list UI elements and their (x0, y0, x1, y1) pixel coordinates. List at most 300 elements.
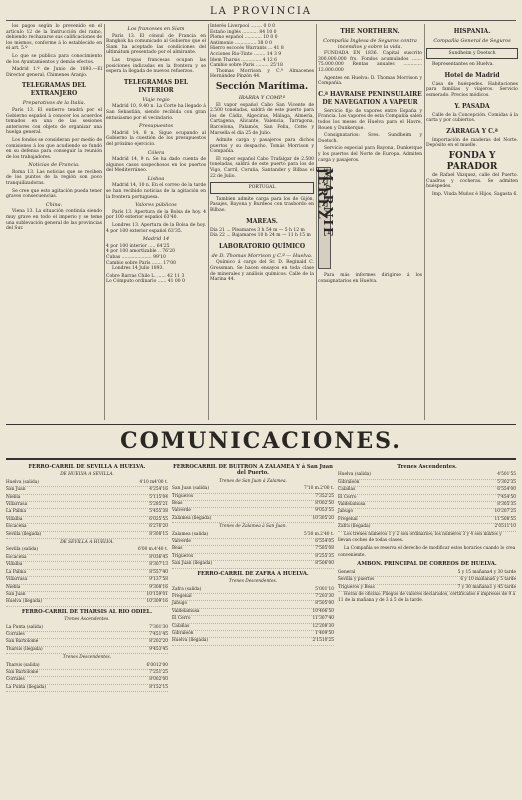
timetable-cell: 7'45 (497, 494, 507, 500)
article-text: Madrid 14, 8 n. Sigue ocupando al Gobierno la cuestión de los presupuestos del próximo ejercicio. (106, 130, 206, 147)
hispania-heading: HISPANIA. (453, 28, 491, 35)
railway-heading: FERRO-CARRIL DE ZAFRA A HUELVA. (197, 570, 309, 577)
subheading: Madrid 14 (142, 236, 170, 243)
column-divider (424, 24, 425, 420)
timetable-cell: 5'00 (315, 586, 325, 592)
timetable-cell: Tharsis (llegada) (6, 646, 43, 652)
timetable-cell: 5 y 15 mañana (457, 569, 490, 575)
timetable-cell: 7'25 (506, 509, 516, 515)
timetable-cell: 2'50 (324, 501, 334, 507)
timetable-row (172, 486, 334, 493)
article-text: Madrid 14, 10 n. En el correo de la tarde se han recibido noticias de la agitación en la frontera portuguesa. (106, 183, 206, 200)
timetable-cell: 8'50 (315, 561, 325, 567)
rate-line: 4 por 100 amortizable .. 76'20 (106, 249, 175, 255)
article-text: Madrid 14, 9 n. Se ha dado cuenta de algunos casos sospechosos en los puertos del Mediterráneo. (106, 157, 206, 174)
rate-line: Cambio sobre París ......... 25'18 (210, 63, 283, 69)
article-text: Viena 13. La situación continúa siendo muy grave en todo el imperio y se teme una sublevación general de las provincias del Sur. (6, 209, 102, 232)
rate-line: Estaño inglés ........... 84 10 0 (210, 29, 277, 35)
timetable-row (338, 570, 516, 577)
timetable-cell: La Palma (6, 569, 27, 575)
timetable-cell: 8'00 (149, 677, 159, 683)
timetable-row (338, 509, 516, 516)
timetable-cell: 7'58 (158, 577, 168, 583)
timetable-cell: Sevilla (llegada) (6, 531, 42, 537)
timetable-cell: 4'05 (324, 539, 334, 545)
timetable-row (6, 577, 168, 584)
subheading: Los franceses en Siam (127, 26, 185, 32)
havraise-heading: C.ª HAVRAISE PENINSULAIRE DE NAVEGATION A VAPEUR (318, 90, 422, 106)
timetable-row (6, 532, 168, 539)
timetable-cell: 5'30 m. (303, 531, 321, 537)
timetable-row (172, 494, 334, 501)
column-2 (106, 24, 206, 420)
timetable-cell: 7'13 (158, 562, 168, 568)
article-text: París 13. El cónsul de Francia en Bangkok ha comunicado al Gobierno que el Siam ha aceptado las condiciones del ultimátum presentado por el almirante. (106, 33, 206, 56)
timetable-cell: Beas (172, 546, 183, 552)
timetable-cell: 10'30 (312, 515, 325, 521)
timetable-cell: Fregenal (172, 593, 192, 599)
timetable-cell: 6'20 (158, 524, 168, 530)
laboratory-heading: LABORATORIO QUÍMICO (218, 242, 306, 250)
timetable-row (6, 547, 168, 554)
timetable-cell: 6'00 m. (137, 547, 155, 553)
railway-subheading: DE SEVILLA A HUELVA. (60, 540, 114, 546)
timetable-cell: Jabugo (338, 509, 354, 515)
rate-line: Cobre Barras Chile L. ...... 42 11 3 (106, 273, 185, 279)
timetable-row (6, 592, 168, 599)
ad-heading: ZÁRRAGA Y C.ª (446, 127, 498, 135)
timetable-cell: 2'05 (494, 524, 504, 530)
timetable-cell: Zafra (llegada) (338, 524, 371, 530)
timetable-cell: 6 y 5 tarde (492, 577, 516, 583)
timetable-row (6, 670, 168, 677)
timetable-cell: Jabugo (172, 601, 188, 607)
subheading: de D. Thomas Morrison y C.ª — Huelva. (211, 252, 313, 259)
timetable-row (6, 663, 168, 670)
telegrams-domestic-heading: TELEGRAMAS DEL INTERIOR (123, 78, 189, 94)
timetable-cell: 8'55 (506, 516, 516, 522)
subheading: Compañía General de Seguros (433, 38, 511, 44)
timetable-cell: 8'16 (158, 584, 168, 590)
timetable-cell: 3'30 (324, 593, 334, 599)
timetable-cell: 2'20 (158, 639, 168, 645)
timetable-cell: Niebla (6, 494, 21, 500)
timetable-cell: 1 y 45 tarde (489, 584, 516, 590)
timetable-cell: Huelva (llegada) (172, 638, 209, 644)
timetable-row (172, 616, 334, 623)
timetable-cell: 2'15 (312, 638, 322, 644)
timetable-cell: Valverde (172, 539, 191, 545)
timetable-cell: 8'00 (315, 501, 325, 507)
timetable-row (6, 647, 168, 654)
bottle-advertisement: MARNIE JEREZ (318, 167, 331, 269)
column-divider (104, 24, 105, 420)
timetable (6, 625, 168, 655)
timetable-row (338, 472, 516, 479)
railway-subheading: Trenes Descendentes. (62, 655, 112, 661)
column-divider (208, 24, 209, 420)
timetable-cell: 9'16 (158, 599, 168, 605)
timetable-row (172, 587, 334, 594)
timetable-row (172, 554, 334, 561)
telegrams-foreign-heading: TELEGRAMAS DEL EXTRANJERO (21, 82, 87, 98)
timetable-cell: Gibraleón (338, 479, 360, 485)
timetable-cell: 7'20 (315, 593, 325, 599)
timetable-cell: Trigueros y Beas (338, 584, 375, 590)
subheading: Viaje regio (142, 96, 170, 103)
article-text: Los fondos se consideran por medio de comisiones á los que acudiendo se fundó en su defensa para conseguir la reunión de los trabajadores. (6, 137, 102, 160)
timetable-cell: 6'00 (324, 561, 334, 567)
column-5 (426, 24, 518, 420)
timetable-cell: La Punta (llegada) (6, 684, 47, 690)
timetable-cell: 8'30 (149, 531, 159, 537)
timetable-cell: 10'40 (312, 608, 325, 614)
article-text: Admite carga y pasajeros para dichos puertos y su despacho, Tomás Morrison y Compañía. (210, 138, 314, 155)
timetable-row (6, 509, 168, 516)
timetable-row (172, 631, 334, 638)
subheading: Presupuestos (138, 123, 174, 130)
timetable-row (6, 517, 168, 524)
timetable-cell: 8'30 (149, 562, 159, 568)
timetable-cell: Trigueros (172, 493, 194, 499)
timetable-row (6, 677, 168, 684)
timetable-row (6, 585, 168, 592)
timetable-row (338, 502, 516, 509)
timetable-row (6, 562, 168, 569)
rate-line: Hierro escocés Warrants ... 41 8 (210, 46, 284, 52)
timetable-cell: 6 y 10 mañana (460, 577, 493, 583)
timetable-cell: Valdelamusa (338, 502, 366, 508)
timetable-cell: 4'16 (158, 487, 168, 493)
timetable-row (6, 632, 168, 639)
column-divider (316, 24, 317, 420)
timetable-cell: 2'15 (158, 684, 168, 690)
timetable-row (172, 546, 334, 553)
article-text: FUNDADA EN 1836. Capital suscrito 300.000.000 frs. Fondos acumulados ....... 75.000.000 Rentas anuales ............. 12.000.000 (318, 51, 422, 73)
timetable (338, 570, 516, 592)
timetable-cell: 9'05 (315, 508, 325, 514)
timetable-cell: 7'10 m. (303, 486, 321, 492)
timetable-cell: Corrales (6, 631, 25, 637)
timetable-cell: Corrales (6, 677, 25, 683)
sundheim-box: Sundheim y Doetsch (426, 48, 518, 60)
article-date: Madrid 1.º de Junio de 1893.—El Director general, Chimenes Aranjo. (6, 67, 102, 78)
timetable-cell: 12'00 (155, 662, 168, 668)
timetable-cell: 3'55 (324, 508, 334, 514)
timetable-cell: 5'20 (324, 515, 334, 521)
rate-line: Lo Cómputo ordinario ...... 41 00 0 (106, 279, 185, 285)
timetable-cell: 4'00 (506, 487, 516, 493)
timetable-cell: Niebla (6, 584, 21, 590)
rate-line: Acciones Rio-Tinto ........ 14 3 9 (210, 51, 282, 57)
timetable-cell: 2'40 t. (320, 531, 334, 537)
timetable-cell: 1'30 (158, 624, 168, 630)
article-text: París 13. Apertura de la Bolsa de hoy. 4 por 100 exterior español 63'40. (106, 209, 206, 221)
article-text: Roma 13. Las noticias que se reciben de los puntos de la región son poco tranquilizadoras. (6, 169, 102, 187)
railway-column-1 (6, 462, 168, 794)
timetable-cell: 9'13 (149, 577, 159, 583)
timetable-cell: 4'25 (149, 487, 159, 493)
timetable-cell: La Punta (salida) (6, 624, 44, 630)
maritime-section-heading: Sección Marítima. (215, 81, 309, 92)
rate-line: Idem Tharsis .............. 4 12 6 (210, 57, 278, 63)
railway-heading: Trenes Ascendentes. (397, 464, 457, 470)
subheading: Valores públicos (135, 202, 177, 209)
printer-imprint: Imp. Viuda Muñoz é Hijos, Sagasta 6. (432, 191, 518, 197)
timetable (338, 472, 516, 531)
timetable-cell: 8'15 (149, 684, 159, 690)
article-text: Agentes en Huelva: D. Thomas Morrison y Compañía. (318, 75, 422, 87)
timetable-cell: 5'35 (506, 502, 516, 508)
timetable-cell: Calañas (172, 623, 190, 629)
timetable-cell: 1'10 (324, 586, 334, 592)
article-text: Químico á cargo del Sr. D. Reginald C. Grossman. Se hacen ensayos en toda clase de minerales y análisis químicos. Calle de la Marina 44. (210, 260, 314, 283)
railway-column-2 (172, 462, 334, 794)
timetable-cell: 9'30 (149, 584, 159, 590)
subheading: Compañía Inglesa de Seguros contra incendios y sobre la vida. (323, 38, 417, 50)
article-text: Casa de huéspedes. Habitaciones para familias y viajeros. Servicio esmerado. Precios módicos. (426, 81, 518, 98)
article-text: Lo que se publica para conocimiento de los Ayuntamientos y demás efectos. (6, 53, 102, 65)
timetable (172, 587, 334, 646)
railway-note: Horas de oficina: Pliegos de valores declarados, certificados é impresos de 9 á 11 de la mañana y de 3 á 5 de la tarde. (338, 591, 516, 604)
timetable-cell: 6'50 (324, 608, 334, 614)
tide-line: Día 21 ... Pleamares 3 h 54 m — 5 h 12 m (210, 227, 305, 233)
article-text: Para más informes dirigirse á los consignatarios en Huelva. (318, 273, 422, 284)
timetable-cell: 7 y 30 mañana (457, 584, 490, 590)
timetable-cell: 6'27 (149, 524, 159, 530)
timetable-cell: 9'45 (149, 646, 159, 652)
article-text: Servicio fijo de vapores entre España y Francia. Los vapores de esta Compañía salen todos los meses de Huelva para el Havre, Rouen y Dunkerque. (318, 108, 422, 131)
timetable-cell: 5'08 (324, 546, 334, 552)
article-text: Tambien admite carga para los de Gijón, Pasajes, Bayona y Burdeos con trasbordo en Bilbao. (210, 196, 314, 214)
timetable (172, 486, 334, 523)
rate-line: Cubas ..................... 99'10 (106, 255, 166, 260)
railway-heading: FERRO-CARRIL DE THARSIS AL RIO ODIEL. (21, 608, 153, 615)
timetable-cell: 3'45 (158, 646, 168, 652)
timetable-cell: 5'55 (158, 516, 168, 522)
railway-subheading: Trenes de San Juan á Zalamea. (219, 478, 287, 484)
column-4 (315, 24, 422, 420)
timetable-row (172, 594, 334, 601)
subheading: Preparativos de la Italia. (22, 100, 86, 107)
masthead: LA PROVINCIA (209, 6, 313, 17)
article-text: Se cree que esto agitación pueda tener graves consecuencias. (6, 188, 102, 200)
timetable-cell: 5'11 (149, 494, 159, 500)
timetable-cell: 7'30 (149, 624, 159, 630)
timetable-cell: 8'03 (149, 554, 159, 560)
timetable-cell: 5'45 (149, 509, 159, 515)
rate-line: Interés Liverpool ........ 0 0 0 (210, 24, 275, 29)
timetable-cell: 4'10 m (139, 479, 155, 485)
top-rule (6, 20, 516, 21)
fonda-heading: FONDA Y PARADOR (446, 150, 498, 172)
timetable-cell: 7'35 (315, 493, 325, 499)
timetable-row (172, 508, 334, 515)
railway-subheading: Trenes de Zalamea á San Juan. (219, 524, 287, 530)
timetable-cell: Fregenal (338, 516, 358, 522)
article-text: Calle de la Concepción. Comidas á la carta y por cubiertos. (426, 112, 518, 124)
column-1 (6, 24, 102, 420)
timetable-cell: Huelva (salida) (6, 479, 39, 485)
timetable-cell: 6'45 (158, 554, 168, 560)
timetable-cell: Tharsis (salida) (6, 662, 40, 668)
railway-heading: FERRO-CARRIL DE SEVILLA A HUELVA. (28, 464, 146, 470)
timetable-row (338, 480, 516, 487)
timetable-cell: 10'15 (146, 591, 159, 597)
timetable-row (172, 532, 334, 539)
article-text: Consignatarios: Sres. Sundheim y Doetsch. (318, 133, 422, 144)
timetable-cell: San Juan (salida) (172, 486, 210, 492)
timetable-row (338, 585, 516, 592)
article-text: los pagos según lo prevenido en el artículo 12 de la Instrucción del ramo, debiendo rechazarse sus calificaciones de los mismos, conforme á lo establecido en el art. 5.º (6, 24, 102, 52)
timetable-cell: 5'35 (324, 553, 334, 559)
article-text: Importación de maderas del Norte. Depósito en el muelle. (426, 137, 518, 149)
timetable-cell: San Juan (6, 487, 26, 493)
timetable-row (6, 625, 168, 632)
timetable-cell: Zalamea (llegada) (172, 515, 212, 521)
article-text: Londres 13. Apertura de la Bolsa de hoy. 4 por 100 exterior español 63'35. (106, 223, 206, 234)
timetable-cell: 7'25 (149, 669, 159, 675)
article-text: Representantes en Huelva. (432, 62, 494, 68)
article-text: Servicio especial para Bayona, Dunkerque y los puertos del Norte de Europa. Admiten carga y pasajeros. (318, 146, 422, 163)
timetable-row (6, 555, 168, 562)
timetable-cell: 12'20 (312, 623, 325, 629)
timetable (172, 532, 334, 569)
timetable-cell: 11'30 (312, 616, 325, 622)
section-rule (6, 424, 516, 425)
article-text: El vapor español Cabo Trafalgar de 2.500 toneladas, saldrá de este puerto para los de Vigo, Carril, Coruña, Santander y Bilbao el 22 de Julio. (210, 156, 314, 179)
timetable-cell: Huelva (llegada) (6, 599, 43, 605)
timetable-cell: Sevilla (salida) (6, 547, 39, 553)
timetable-cell: San Bartolomé (6, 639, 39, 645)
timetable-cell: 5'00 (324, 601, 334, 607)
timetable-row (6, 639, 168, 646)
article-text: París 13. El entierro tendrá por el Gobierno español á conocer los acuerdos tomados en una de las sesiones anteriores con objeto de organizar una huelga general. (6, 107, 102, 136)
timetable-cell: 2'35 (506, 479, 516, 485)
timetable-row (6, 495, 168, 502)
timetable-cell: El Cerro (172, 616, 191, 622)
timetable-row (6, 685, 168, 692)
northern-heading: THE NORTHERN. (340, 28, 400, 35)
timetable-row (338, 487, 516, 494)
timetable-cell: Calañas (338, 487, 356, 493)
timetable-cell: 2'25 (324, 493, 334, 499)
timetable-cell: 11'10 (503, 524, 516, 530)
article-text: El vapor español Cabo San Vicente de 2.500 toneladas, saldrá de este puerto para los de Cádiz, Algeciras, Málaga, Almería, Cartagena, Alicante, Valencia, Tarragona, Barcelona, Palamós, San Feliu, Cette y Marsella el día 25 de Julio. (210, 102, 314, 136)
column-3 (210, 24, 314, 420)
timetable-cell: 8'15 (158, 531, 168, 537)
timetable-cell: Zalamea (salida) (172, 531, 209, 537)
timetable-cell: 8'30 (324, 623, 334, 629)
subheading: Cólera (147, 149, 165, 156)
timetable-row (6, 570, 168, 577)
timetable-cell: 8'55 (149, 569, 159, 575)
timetable-cell: 6'00 (146, 662, 156, 668)
timetable-row (172, 638, 334, 645)
railway-heading: FERROCARRIL DE BUITRON A ZALAMEA Y á San Juan del Puerto. (173, 464, 333, 477)
timetable-cell: El Cerro (338, 494, 357, 500)
article-text: de Rafael Vázquez, calle del Puerto. Cuadras y cocheras. Se admiten huéspedes. (426, 172, 518, 190)
timetable-cell: 9'01 (158, 591, 168, 597)
timetable-cell: General (338, 569, 356, 575)
timetable-row (172, 601, 334, 608)
railway-note: Los trenes números 1 y 2 son ordinarios; los números 3 y 4 son mixtos y llevan coches de todas clases. (338, 531, 502, 544)
timetable-cell: 9'50 (324, 630, 334, 636)
timetable-cell: 7'40 (324, 616, 334, 622)
timetable-cell: 5'38 (158, 509, 168, 515)
timetable-row (172, 539, 334, 546)
timetable-cell: 1'40 (315, 630, 325, 636)
comunicaciones-heading: COMUNICACIONES. (120, 428, 402, 454)
timetable-cell: Escacena (6, 554, 27, 560)
timetable-cell: 5'04 (158, 494, 168, 500)
timetable-cell: 10'20 (494, 509, 507, 515)
timetable-cell: Trigueros (172, 553, 194, 559)
timetable-cell: 4'50 (497, 472, 507, 478)
timetable-cell: 4'00 t. (154, 479, 168, 485)
article-text: Londres 14 Julio 1893. (112, 266, 164, 272)
timetable-row (6, 487, 168, 494)
timetable-cell: 11'50 (494, 516, 507, 522)
timetable-cell: 2'00 t. (320, 486, 334, 492)
timetable-cell: 6'02 (149, 516, 159, 522)
timetable-cell: Gibraleón (172, 630, 194, 636)
timetable-cell: Villarrasa (6, 577, 28, 583)
timetable (6, 663, 168, 693)
timetable (6, 480, 168, 539)
timetable-cell: 1'25 (158, 669, 168, 675)
timetable-cell: Huelva (salida) (338, 472, 371, 478)
rate-line: 4 por 100 interior ..... 64'25 (106, 243, 170, 249)
railway-subheading: Trenes Ascendentes. (64, 617, 110, 623)
timetable-row (338, 577, 516, 584)
timetable-row (172, 624, 334, 631)
rate-line: Plomo español ............ 10 0 0 (210, 35, 278, 41)
article-text: Las tropas francesas ocupan las posiciones indicadas en la frontera y se espera la llegada de nuevos refuerzos. (106, 57, 206, 75)
timetable-cell: 10'25 (321, 638, 334, 644)
timetable-cell: San Bartolomé (6, 669, 39, 675)
timetable-cell: San Juan (llegada) (172, 561, 213, 567)
timetable-cell: 6'55 (315, 539, 325, 545)
rate-line: Cambio sobre París ....... 17'00 (106, 260, 176, 266)
timetable-cell: Villalba (6, 516, 23, 522)
timetable-cell: 2'00 (158, 677, 168, 683)
timetable-cell: 8'30 (497, 502, 507, 508)
timetable-cell: 5'28 (149, 502, 159, 508)
timetable-row (6, 599, 168, 606)
article-text: Madrid 10, 9.40 n. La Corte ha llegado á San Sebastián, siendo recibida con gran entusiasmo por el vecindario. (106, 104, 206, 121)
timetable-cell: Beas (172, 501, 183, 507)
tides-heading: MAREAS. (246, 217, 278, 225)
timetable-row (6, 524, 168, 531)
timetable (6, 547, 168, 606)
section-rule (6, 458, 516, 460)
timetable-row (6, 480, 168, 487)
subheading: Noticias de Francia. (28, 162, 80, 169)
timetable-cell: 4 y 30 tarde (489, 569, 516, 575)
timetable-cell: 7'40 (158, 569, 168, 575)
timetable-row (338, 517, 516, 524)
timetable-cell: 8'50 (315, 601, 325, 607)
timetable-cell: Valverde (172, 508, 191, 514)
post-office-heading: AMBON. PRINCIPAL DE CORREOS DE HUELVA. (357, 561, 497, 568)
timetable-cell: 10'30 (146, 599, 159, 605)
timetable-row (6, 502, 168, 509)
timetable-cell: 4'40 t. (154, 547, 168, 553)
portugal-box: PORTUGAL (210, 182, 314, 194)
timetable-cell: 7'58 (315, 546, 325, 552)
railway-note: La Compañía se reserva el derecho de modificar estos horarios cuando lo crea conveniente. (338, 546, 516, 558)
